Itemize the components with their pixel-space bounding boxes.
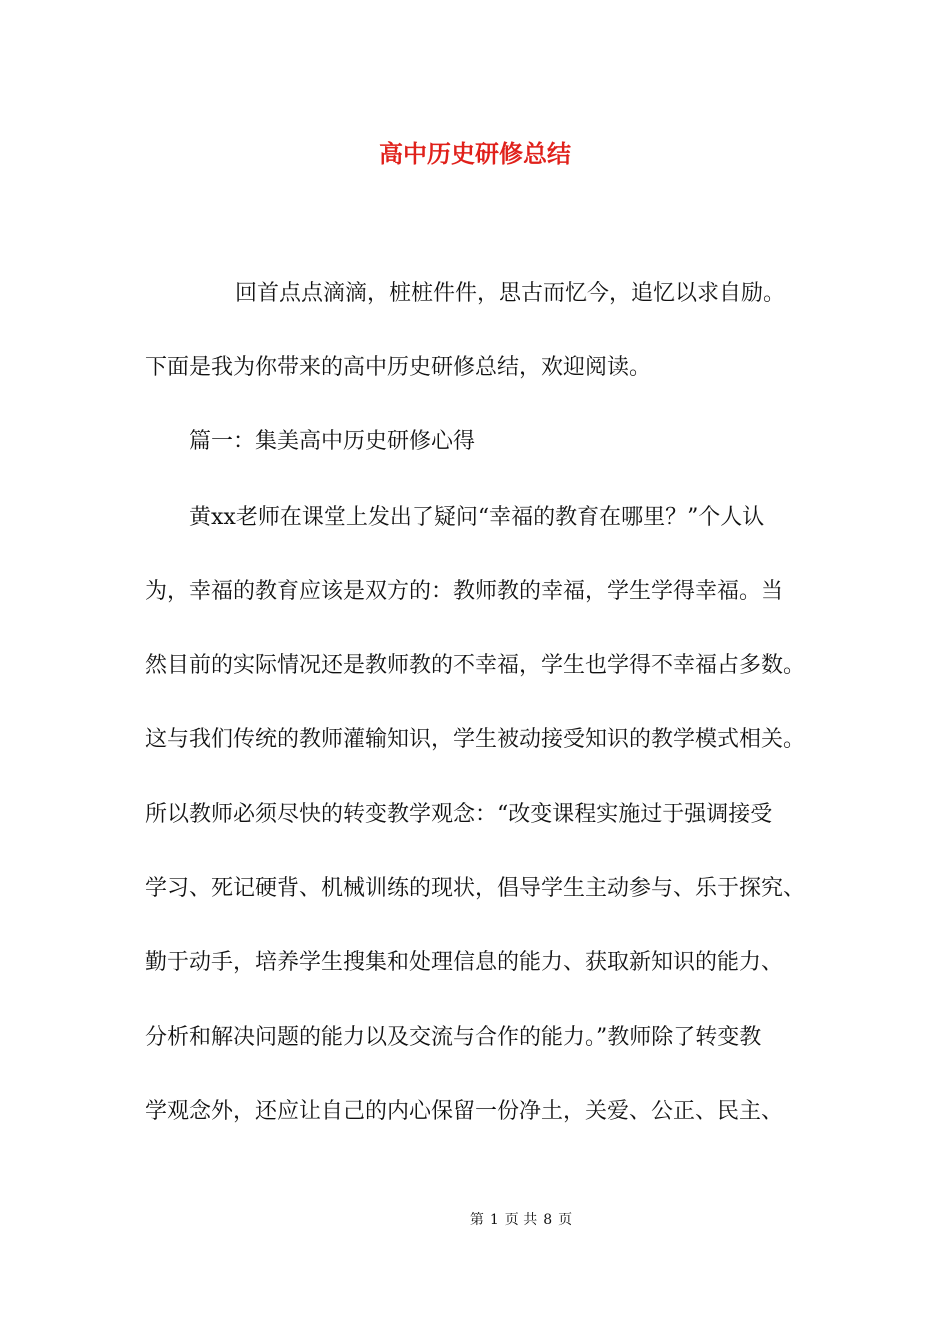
paragraph-line: 勤于动手，培养学生搜集和处理信息的能力、获取新知识的能力、 [145,950,784,975]
paragraph-line-intro-2: 下面是我为你带来的高中历史研修总结，欢迎阅读。 [145,355,652,380]
footer-suffix: 页 [558,1212,573,1228]
paragraph-line: 黄xx老师在课堂上发出了疑问“幸福的教育在哪里？”个人认 [189,505,765,530]
paragraph-line: 这与我们传统的教师灌输知识，学生被动接受知识的教学模式相关。 [145,727,806,752]
paragraph-line: 学观念外，还应让自己的内心保留一份净土，关爱、公正、民主、 [145,1099,784,1124]
footer-prefix: 第 [469,1212,484,1228]
section-heading: 篇一：集美高中历史研修心得 [189,429,476,454]
paragraph-line: 为，幸福的教育应该是双方的：教师教的幸福，学生学得幸福。当 [145,579,784,604]
paragraph-line-intro-1: 回首点点滴滴，桩桩件件，思古而忆今，追忆以求自励。 [235,281,786,306]
footer-mid: 页 共 [504,1212,538,1228]
document-title: 高中历史研修总结 [379,139,571,168]
current-page-number: 1 [489,1212,499,1228]
page-footer [0,1208,950,1232]
total-page-number: 8 [543,1212,553,1228]
paragraph-line: 分析和解决问题的能力以及交流与合作的能力。”教师除了转变教 [145,1025,762,1050]
paragraph-line: 然目前的实际情况还是教师教的不幸福，学生也学得不幸福占多数。 [145,653,806,678]
paragraph-line: 学习、死记硬背、机械训练的现状，倡导学生主动参与、乐于探究、 [145,876,806,901]
paragraph-line: 所以教师必须尽快的转变教学观念：“改变课程实施过于强调接受 [145,802,773,827]
